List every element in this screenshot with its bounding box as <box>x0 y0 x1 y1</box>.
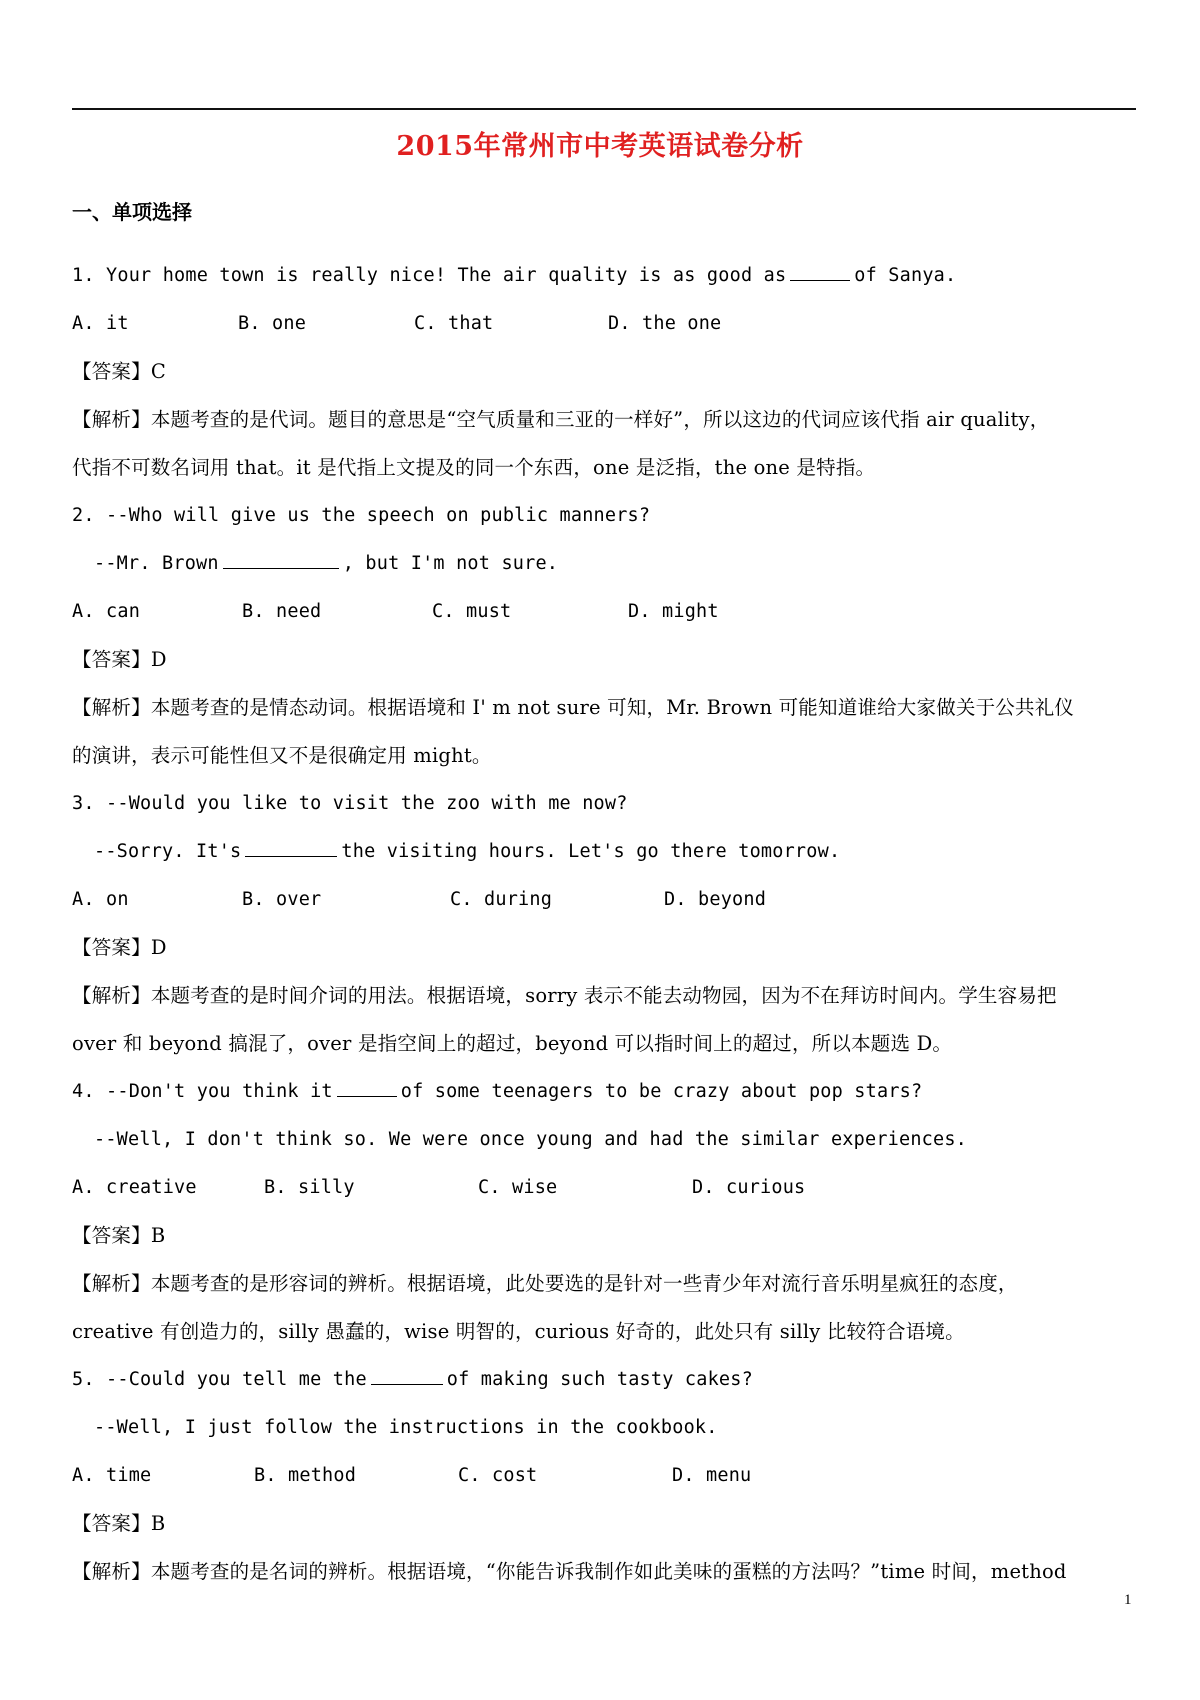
analysis-line: over 和 beyond 搞混了，over 是指空间上的超过，beyond 可以指时间上的超过，所以本题选 D。 <box>72 1032 953 1055</box>
analysis-line: 【解析】本题考查的是形容词的辨析。根据语境，此处要选的是针对一些青少年对流行音乐明星疯狂的态度， <box>72 1272 1018 1295</box>
question-stem: --Well, I just follow the instructions in the cookbook. <box>94 1417 718 1438</box>
answer-value: C <box>150 360 166 383</box>
option-c: C. must <box>432 601 512 622</box>
answer-line: 【答案】B <box>72 1512 166 1535</box>
question-list <box>72 252 1136 1596</box>
option-b: B. need <box>242 601 322 622</box>
answer-line: 【答案】B <box>72 1224 166 1247</box>
options-row <box>72 300 1136 348</box>
answer-blank <box>371 1366 443 1385</box>
question-stem: --Mr. Brown , but I'm not sure. <box>72 540 1136 588</box>
option-c: C. cost <box>458 1465 538 1486</box>
answer-blank <box>790 262 850 281</box>
answer-value: D <box>150 648 167 671</box>
option-c: C. during <box>450 889 553 910</box>
header-rule <box>72 108 1136 110</box>
question-stem: --Sorry. It's the visiting hours. Let's go there tomorrow. <box>72 828 1136 876</box>
options-row <box>72 1452 1136 1500</box>
page-number: 1 <box>1124 1592 1132 1608</box>
options-row <box>72 588 1136 636</box>
analysis-line: 【解析】本题考查的是代词。题目的意思是“空气质量和三亚的一样好”，所以这边的代词应该代指 air quality， <box>72 408 1050 431</box>
question-stem: 4. --Don't you think it of some teenagers to be crazy about pop stars? <box>72 1068 1136 1116</box>
answer-value: D <box>150 936 167 959</box>
option-d: D. the one <box>608 313 722 334</box>
answer-blank <box>337 1078 397 1097</box>
option-c: C. wise <box>478 1177 558 1198</box>
answer-value: B <box>150 1512 166 1535</box>
question-stem: 5. --Could you tell me the of making such tasty cakes? <box>72 1356 1136 1404</box>
options-row <box>72 1164 1136 1212</box>
option-b: B. one <box>238 313 307 334</box>
options-row <box>72 876 1136 924</box>
option-b: B. method <box>254 1465 357 1486</box>
analysis-line: 代指不可数名词用 that。it 是代指上文提及的同一个东西，one 是泛指，the one 是特指。 <box>72 456 876 479</box>
answer-value: B <box>150 1224 166 1247</box>
answer-line: 【答案】D <box>72 936 167 959</box>
answer-line: 【答案】D <box>72 648 167 671</box>
option-d: D. curious <box>692 1177 806 1198</box>
answer-blank <box>223 550 339 569</box>
answer-line: 【答案】C <box>72 360 166 383</box>
option-d: D. might <box>628 601 719 622</box>
section-heading: 一、单项选择 <box>72 200 192 224</box>
analysis-line: 【解析】本题考查的是时间介词的用法。根据语境，sorry 表示不能去动物园，因为不在拜访时间内。学生容易把 <box>72 984 1057 1007</box>
analysis-line: creative 有创造力的，silly 愚蠢的，wise 明智的，curious 好奇的，此处只有 silly 比较符合语境。 <box>72 1320 965 1343</box>
analysis-line: 的演讲，表示可能性但又不是很确定用 might。 <box>72 744 492 767</box>
option-a: A. creative <box>72 1177 197 1198</box>
option-b: B. over <box>242 889 322 910</box>
option-a: A. can <box>72 601 141 622</box>
option-d: D. beyond <box>664 889 767 910</box>
analysis-line: 【解析】本题考查的是名词的辨析。根据语境，“你能告诉我制作如此美味的蛋糕的方法吗？”time 时间，method <box>72 1560 1067 1583</box>
analysis-line: 【解析】本题考查的是情态动词。根据语境和 I' m not sure 可知，Mr. Brown 可能知道谁给大家做关于公共礼仪 <box>72 696 1075 719</box>
question-stem: 3. --Would you like to visit the zoo with me now? <box>72 793 628 814</box>
option-d: D. menu <box>672 1465 752 1486</box>
option-a: A. it <box>72 313 129 334</box>
question-stem: 2. --Who will give us the speech on public manners? <box>72 505 651 526</box>
option-a: A. time <box>72 1465 152 1486</box>
question-stem: 1. Your home town is really nice! The air quality is as good as of Sanya. <box>72 252 1136 300</box>
page-title: 2015年常州市中考英语试卷分析 <box>396 131 804 162</box>
option-b: B. silly <box>264 1177 355 1198</box>
option-a: A. on <box>72 889 129 910</box>
question-stem: --Well, I don't think so. We were once young and had the similar experiences. <box>94 1129 968 1150</box>
answer-blank <box>245 838 337 857</box>
option-c: C. that <box>414 313 494 334</box>
